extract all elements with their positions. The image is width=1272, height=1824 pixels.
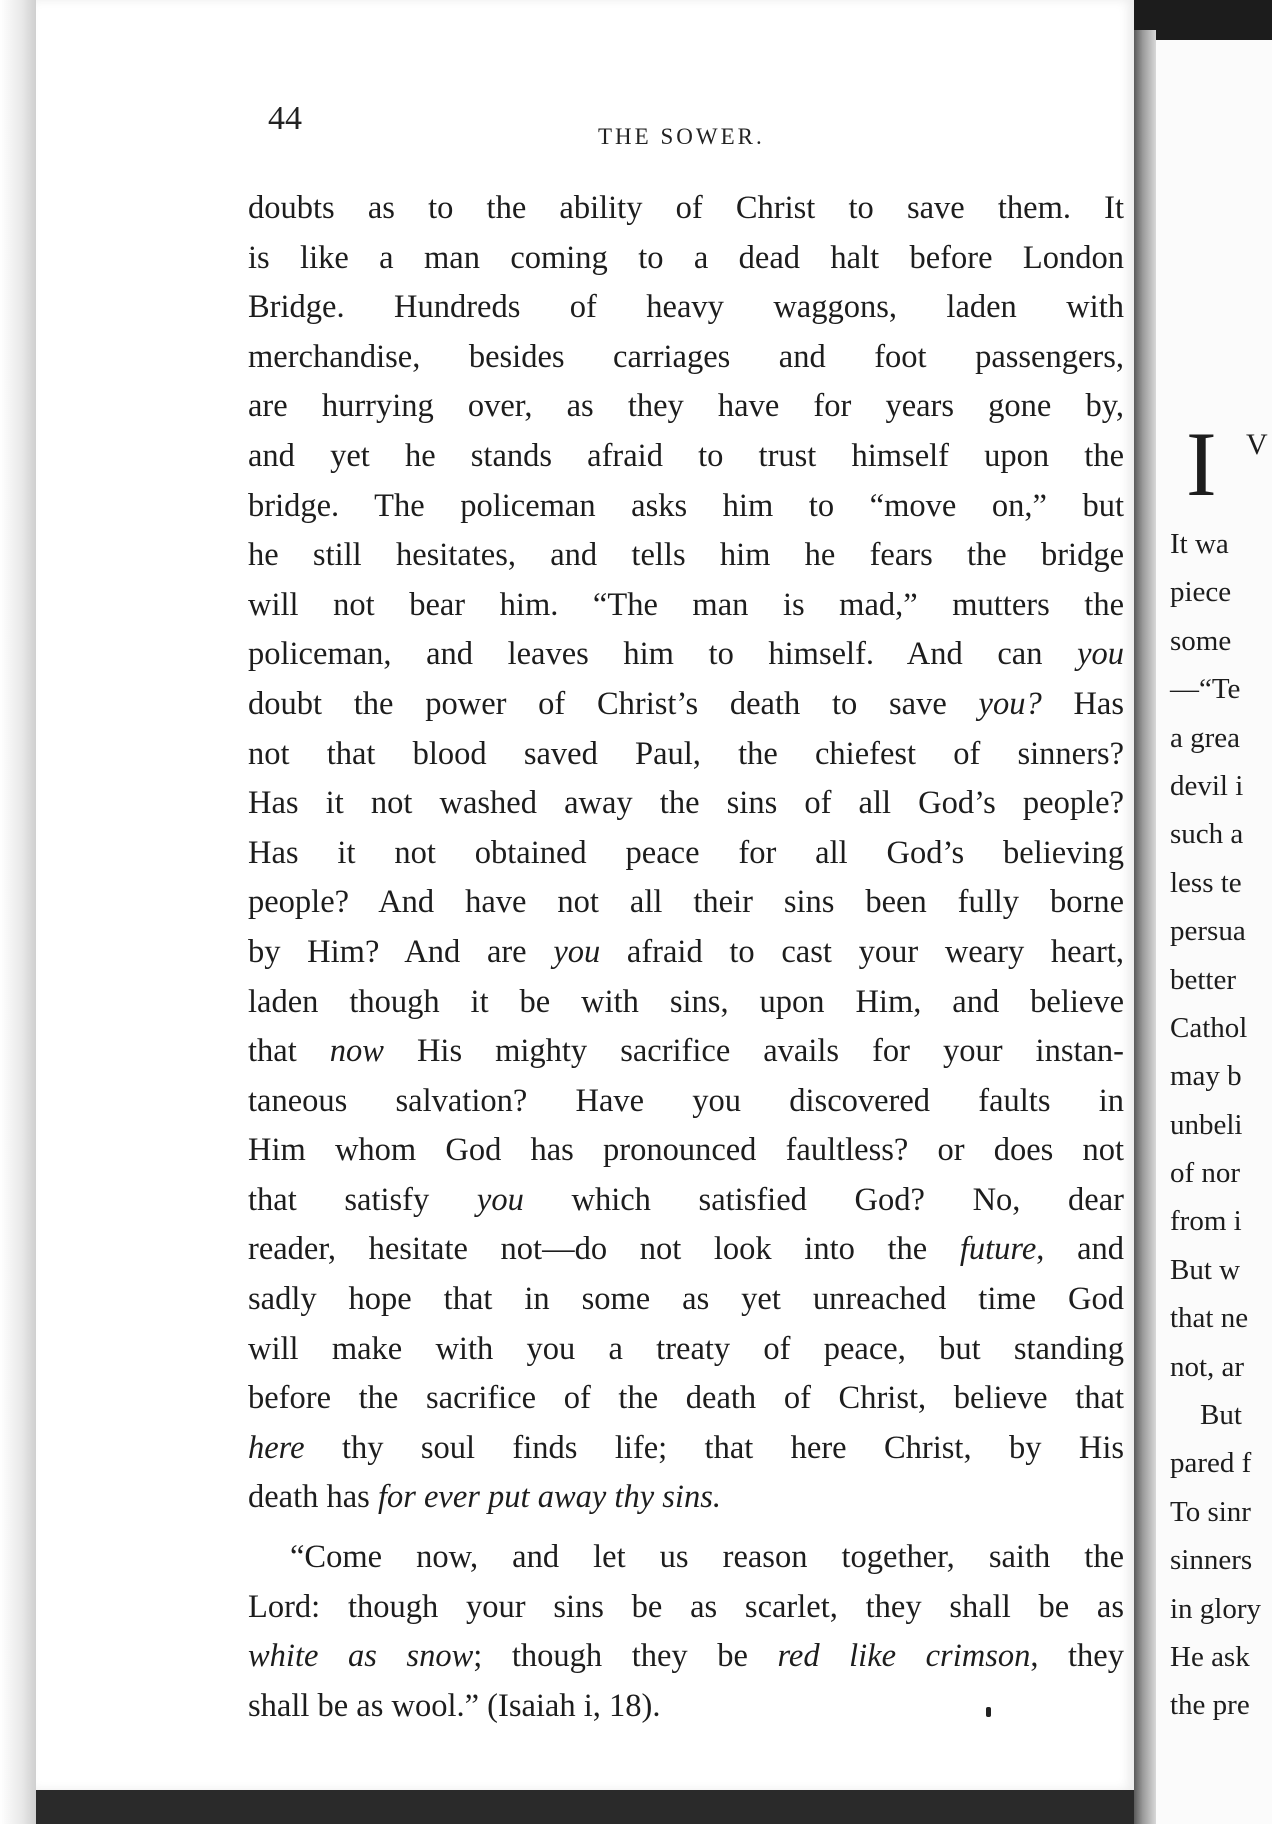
facing-line: some bbox=[1170, 624, 1232, 657]
facing-line: of nor bbox=[1170, 1157, 1241, 1190]
text-line: Has it not washed away the sins of all God’s people? bbox=[248, 785, 1124, 822]
facing-line: such a bbox=[1170, 818, 1244, 851]
text-line: death has for ever put away thy sins. bbox=[248, 1479, 721, 1516]
text-line: are hurrying over, as they have for years gone by, bbox=[248, 388, 1124, 425]
running-head: THE SOWER. bbox=[598, 124, 765, 149]
text-line: here thy soul finds life; that here Christ, by His bbox=[248, 1429, 1124, 1466]
paragraph-gap bbox=[248, 1523, 1124, 1533]
text-line: shall be as wool.” (Isaiah i, 18). bbox=[248, 1687, 661, 1724]
facing-line: not, ar bbox=[1170, 1350, 1245, 1383]
facing-line: persua bbox=[1170, 915, 1246, 948]
text-line: that satisfy you which satisfied God? No, dear bbox=[248, 1181, 1124, 1218]
text-line: before the sacrifice of the death of Christ, believe that bbox=[248, 1380, 1124, 1417]
facing-page-text bbox=[1170, 520, 1272, 1730]
facing-line: unbeli bbox=[1170, 1108, 1243, 1141]
facing-line: the pre bbox=[1170, 1689, 1250, 1722]
scan-background bbox=[36, 1790, 1136, 1824]
text-line: policeman, and leaves him to himself. And can you bbox=[248, 636, 1124, 673]
facing-line: devil i bbox=[1170, 769, 1244, 802]
text-line: Has it not obtained peace for all God’s believing bbox=[248, 834, 1124, 871]
left-page-edge bbox=[0, 0, 36, 1824]
text-line: sadly hope that in some as yet unreached time God bbox=[248, 1281, 1124, 1318]
facing-line: To sinr bbox=[1170, 1495, 1251, 1528]
text-line: Bridge. Hundreds of heavy waggons, laden with bbox=[248, 289, 1124, 326]
text-line: will not bear him. “The man is mad,” mutters the bbox=[248, 586, 1124, 623]
facing-line: Cathol bbox=[1170, 1011, 1248, 1044]
facing-line: less te bbox=[1170, 866, 1242, 899]
facing-line: from i bbox=[1170, 1205, 1242, 1238]
text-line: Him whom God has pronounced faultless? or does not bbox=[248, 1132, 1124, 1169]
facing-line: It wa bbox=[1170, 528, 1229, 560]
text-line: merchandise, besides carriages and foot passengers, bbox=[248, 338, 1124, 375]
facing-page bbox=[1156, 40, 1272, 1824]
drop-cap-next-letter: V bbox=[1246, 428, 1268, 461]
facing-line: pared f bbox=[1170, 1447, 1252, 1480]
facing-line: —“Te bbox=[1170, 673, 1241, 706]
text-line: doubt the power of Christ’s death to save you? Has bbox=[248, 685, 1124, 722]
facing-line: that ne bbox=[1170, 1302, 1249, 1335]
facing-line: a grea bbox=[1170, 721, 1241, 754]
body-text bbox=[248, 184, 1124, 1731]
drop-cap: I bbox=[1186, 413, 1217, 515]
text-line: “Come now, and let us reason together, saith the bbox=[290, 1539, 1124, 1576]
facing-line: may b bbox=[1170, 1060, 1242, 1093]
text-line: white as snow; though they be red like crimson, they bbox=[248, 1638, 1124, 1675]
facing-line: But w bbox=[1170, 1253, 1241, 1286]
text-line: is like a man coming to a dead halt before London bbox=[248, 239, 1124, 276]
facing-line: piece bbox=[1170, 576, 1232, 609]
ink-speck bbox=[986, 1707, 991, 1717]
text-line: that now His mighty sacrifice avails for your instan- bbox=[248, 1033, 1124, 1070]
facing-line: sinners bbox=[1170, 1544, 1253, 1577]
text-line: reader, hesitate not—do not look into the future, and bbox=[248, 1231, 1124, 1268]
text-line: will make with you a treaty of peace, but standing bbox=[248, 1330, 1124, 1367]
text-line: not that blood saved Paul, the chiefest of sinners? bbox=[248, 735, 1124, 772]
text-line: Lord: though your sins be as scarlet, they shall be as bbox=[248, 1588, 1124, 1625]
text-line: by Him? And are you afraid to cast your weary heart, bbox=[248, 933, 1124, 970]
text-line: doubts as to the ability of Christ to save them. It bbox=[248, 190, 1124, 226]
text-line: bridge. The policeman asks him to “move on,” but bbox=[248, 487, 1124, 524]
text-line: people? And have not all their sins been fully borne bbox=[248, 884, 1124, 921]
text-line: taneous salvation? Have you discovered faults in bbox=[248, 1082, 1124, 1119]
facing-line: But bbox=[1200, 1399, 1242, 1432]
page-number: 44 bbox=[268, 100, 302, 137]
book-gutter bbox=[1134, 30, 1156, 1824]
book-page bbox=[36, 0, 1134, 1790]
text-line: laden though it be with sins, upon Him, and believe bbox=[248, 983, 1124, 1020]
facing-line: in glory bbox=[1170, 1592, 1262, 1625]
facing-line: better bbox=[1170, 963, 1237, 996]
facing-line: He ask bbox=[1170, 1640, 1250, 1673]
text-line: he still hesitates, and tells him he fears the bridge bbox=[248, 537, 1124, 574]
text-line: and yet he stands afraid to trust himself upon the bbox=[248, 437, 1124, 474]
